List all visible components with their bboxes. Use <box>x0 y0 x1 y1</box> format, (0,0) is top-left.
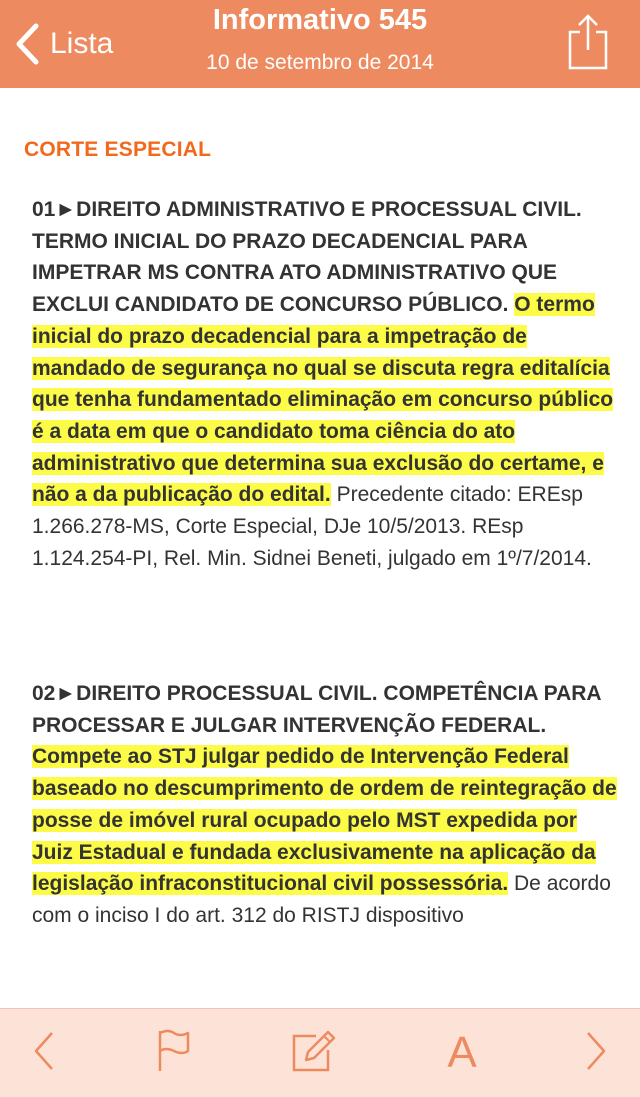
article-heading: DIREITO ADMINISTRATIVO E PROCESSUAL CIVIL. TERMO INICIAL DO PRAZO DECADENCIAL PARA IMPETRAR MS CONTRA ATO ADMINISTRATIVO QUE EXCLUI CANDIDATO DE CONCURSO PÚBLICO. <box>32 198 582 317</box>
page-subtitle: 10 de setembro de 2014 <box>206 51 434 74</box>
edit-icon <box>290 1028 338 1079</box>
section-title: CORTE ESPECIAL <box>24 138 212 161</box>
chevron-right-icon <box>584 1031 608 1076</box>
share-icon <box>566 59 610 76</box>
bottom-toolbar <box>0 1008 640 1097</box>
article-number: 01► <box>32 198 77 221</box>
chevron-left-icon <box>32 1031 56 1076</box>
article-item <box>32 194 618 574</box>
share-button[interactable] <box>566 12 610 72</box>
article-body: De acordo com o inciso I do art. 312 do RISTJ dispositivo <box>32 872 611 927</box>
navigation-bar <box>0 0 640 88</box>
article-highlight: Compete ao STJ julgar pedido de Intervenção Federal baseado no descumprimento de ordem de reintegração de posse de imóvel rural ocupado pelo MST expedida por Juiz Estadual e fundada exclusivamente na aplicação da legislação infraconstitucional civil possessória. <box>32 745 617 896</box>
font-size-button[interactable] <box>432 1023 492 1083</box>
article-content[interactable] <box>0 88 640 1008</box>
article-body: Precedente citado: EREsp 1.266.278-MS, Corte Especial, DJe 10/5/2013. REsp 1.124.254-PI, Rel. Min. Sidnei Beneti, julgado em 1º/7/2014. <box>32 483 592 570</box>
article-highlight: O termo inicial do prazo decadencial para a impetração de mandado de segurança no qual se discuta regra editalícia que tenha fundamentado eliminação em concurso público é a data em que o candidato toma ciência do ato administrativo que determina sua exclusão do certame, e não a da publicação do edital. <box>32 293 614 507</box>
font-size-icon: A <box>447 1028 477 1077</box>
back-button-label: Lista <box>50 27 114 60</box>
edit-button[interactable] <box>284 1023 344 1083</box>
article-heading: DIREITO PROCESSUAL CIVIL. COMPETÊNCIA PARA PROCESSAR E JULGAR INTERVENÇÃO FEDERAL. <box>32 682 601 737</box>
page-title: Informativo 545 <box>212 4 428 36</box>
next-button[interactable] <box>566 1023 626 1083</box>
flag-button[interactable] <box>144 1023 204 1083</box>
article-number: 02► <box>32 682 77 705</box>
previous-button[interactable] <box>14 1023 74 1083</box>
article-item <box>32 678 618 932</box>
flag-icon <box>156 1029 192 1078</box>
